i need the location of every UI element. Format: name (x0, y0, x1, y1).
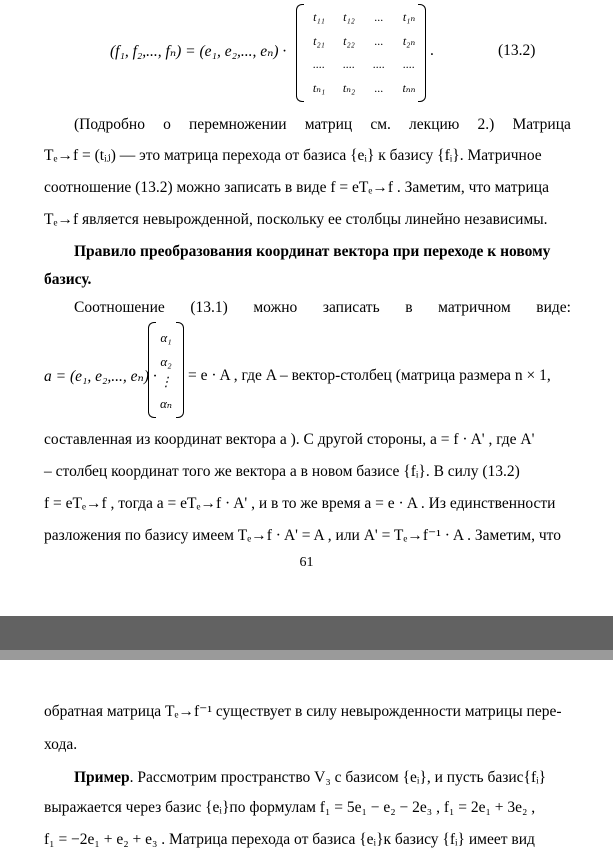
p2-line3 (74, 768, 571, 788)
matrix-cell: ... (374, 81, 384, 95)
page-number: 61 (299, 555, 314, 570)
para2-line4: – столбец координат того же вектора a в новом базисе {fᵢ}. В силу (13.2) (44, 463, 520, 480)
matrix-cell: .... (403, 57, 415, 71)
eq-13-2-dot: . (430, 42, 434, 59)
eq-vector-lhs: a = (e₁, e₂,..., eₙ) · (44, 368, 157, 385)
vector-cell: αₙ (159, 396, 173, 411)
matrix-cell: t₂₂ (343, 34, 355, 48)
matrix-cell: ... (374, 34, 384, 48)
eq-13-2-lhs: (f₁, f₂,..., fₙ) = (e₁, e₂,..., eₙ) · (110, 43, 287, 60)
example-label: Пример (74, 769, 130, 786)
para2-line5: f = eTₑ→f , тогда a = eTₑ→f · A' , и в то же время a = e · A . Из единственности (44, 495, 556, 512)
para2-line3: составленная из координат вектора a ). С другой стороны, a = f · A' , где A' (44, 431, 535, 448)
vector-cell: α₁ (160, 330, 172, 345)
matrix-cell: .... (373, 57, 385, 71)
coordinate-vector (148, 322, 184, 418)
matrix-cell: t₁ₙ (402, 10, 416, 24)
matrix-cell: tₙₙ (402, 81, 416, 95)
matrix-cell: t₂ₙ (402, 34, 416, 48)
eq-vector-rhs: = e · A , где A – вектор-столбец (матрица размера n × 1, (188, 367, 551, 384)
para1-line1: (Подробно о перемножении матриц см. лекцию 2.) Матрица (74, 116, 571, 133)
para1-line2: Tₑ→f = (tᵢⱼ) — это матрица перехода от базиса {eᵢ} к базису {fᵢ}. Матричное (44, 147, 542, 164)
para1-line3: соотношение (13.2) можно записать в виде f = eTₑ→f . Заметим, что матрица (44, 179, 549, 196)
eq-13-2-number: (13.2) (498, 42, 536, 59)
section-heading-line2: базису. (44, 271, 92, 288)
matrix-cell: .... (313, 57, 325, 71)
transition-matrix (296, 4, 426, 102)
vector-cell: α₂ (160, 354, 172, 369)
matrix-cell: t₁₁ (313, 10, 325, 24)
matrix-cell: t₂₁ (313, 34, 325, 48)
p2-line2: хода. (44, 736, 78, 753)
para2-line1: Соотношение (13.1) можно записать в матричном виде: (74, 299, 571, 316)
p2-line1: обратная матрица Tₑ→f⁻¹ существует в силу невырожденности матрицы пере- (44, 703, 562, 720)
matrix-cell: t₁₂ (343, 10, 355, 24)
vector-cell: ⋮ (159, 374, 173, 389)
matrix-cell: tₙ₂ (342, 81, 356, 95)
para1-line4: Tₑ→f является невырожденной, поскольку ее столбцы линейно независимы. (44, 211, 548, 228)
page-separator (0, 616, 613, 660)
matrix-cell: .... (343, 57, 355, 71)
matrix-cell: tₙ₁ (312, 81, 326, 95)
p2-line5: f₁ = −2e₁ + e₂ + e₃ . Матрица перехода от базиса {eᵢ}к базису {fᵢ} имеет вид (44, 831, 535, 848)
page-62 (0, 660, 613, 853)
para2-line6: разложения по базису имеем Tₑ→f · A' = A , или A' = Tₑ→f⁻¹ · A . Заметим, что (44, 527, 561, 544)
matrix-cell: ... (374, 10, 384, 24)
section-heading-line1: Правило преобразования координат вектора при переходе к новому (74, 243, 551, 260)
example-text: . Рассмотрим пространство V₃ с базисом {eᵢ}, и пусть базис{fᵢ} (129, 769, 547, 786)
p2-line4: выражается через базис {eᵢ}по формулам f₁ = 5e₁ − e₂ − 2e₃ , f₁ = 2e₁ + 3e₂ , (44, 799, 536, 816)
